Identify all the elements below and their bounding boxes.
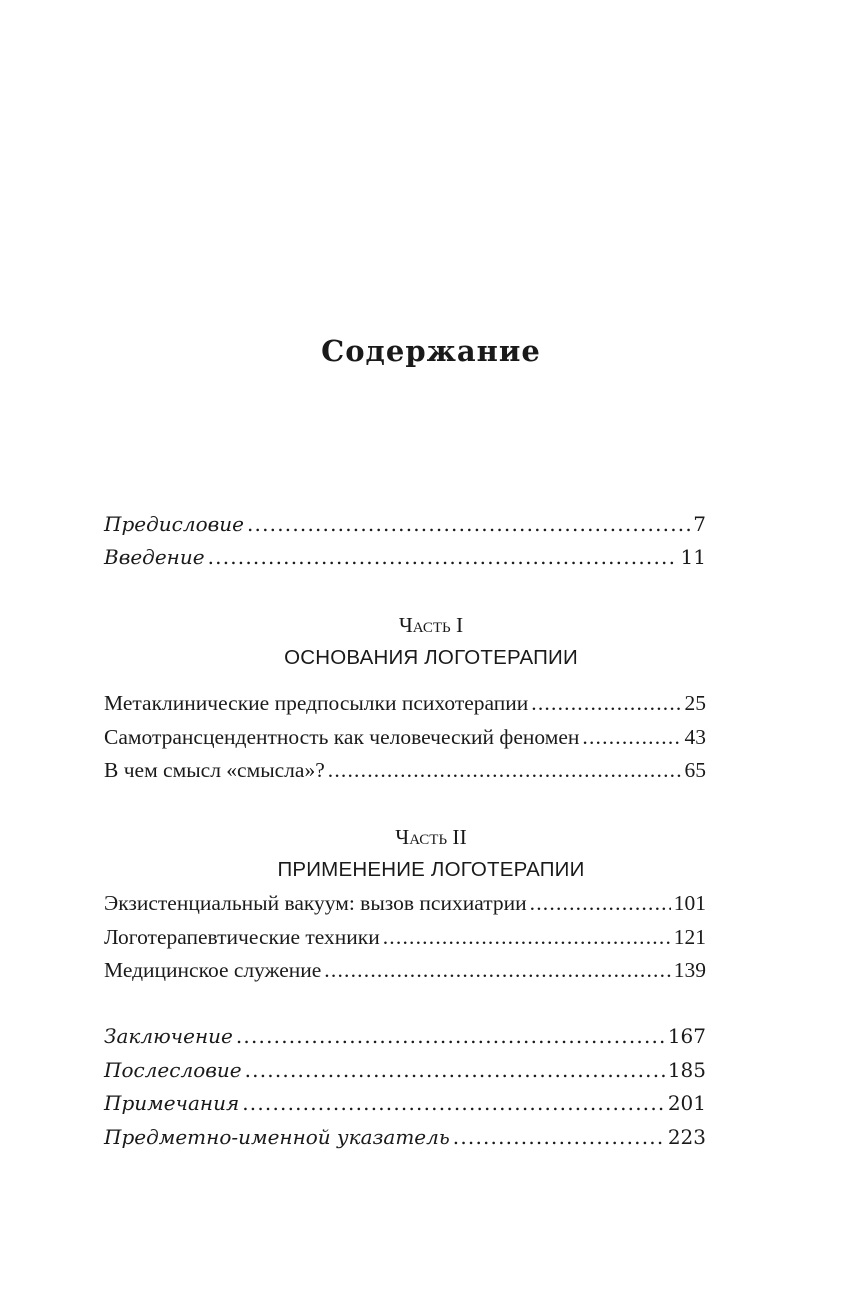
toc-entry-label: Предисловие [104, 512, 244, 536]
toc-entry-label: Предметно-именной указатель [104, 1125, 450, 1149]
dot-leader [236, 1022, 665, 1050]
dot-leader [324, 956, 670, 984]
toc-entry-index[interactable] [104, 1123, 706, 1151]
toc-entry-page: 43 [684, 725, 706, 749]
toc-entry-page: 11 [680, 545, 706, 569]
part-1-subtitle: ОСНОВАНИЯ ЛОГОТЕРАПИИ [284, 646, 578, 669]
part-2-heading: Часть II [395, 825, 467, 849]
toc-entry-preface[interactable] [104, 510, 706, 538]
toc-entry-page: 101 [673, 891, 706, 915]
toc-entry-label: В чем смысл «смысла»? [104, 758, 325, 782]
toc-entry-label: Самотрансцендентность как человеческий феномен [104, 725, 580, 749]
dot-leader [530, 889, 671, 917]
toc-entry-page: 201 [667, 1091, 706, 1115]
toc-entry-label: Логотерапевтические техники [104, 925, 380, 949]
toc-entry-afterword[interactable] [104, 1056, 706, 1084]
toc-entry-label: Послесловие [104, 1058, 242, 1082]
toc-entry-page: 25 [684, 691, 706, 715]
dot-leader [328, 756, 682, 784]
toc-entry-page: 7 [693, 512, 706, 536]
dot-leader [383, 923, 671, 951]
toc-entry-page: 65 [684, 758, 706, 782]
toc-entry[interactable] [104, 723, 706, 751]
dot-leader [245, 1056, 665, 1084]
page-title: Содержание [321, 334, 541, 368]
toc-entry[interactable] [104, 923, 706, 951]
toc-entry-page: 167 [667, 1024, 706, 1048]
toc-entry-label: Заключение [104, 1024, 233, 1048]
part-2-subtitle: ПРИМЕНЕНИЕ ЛОГОТЕРАПИИ [277, 858, 585, 881]
toc-entry[interactable] [104, 689, 706, 717]
dot-leader [242, 1089, 665, 1117]
toc-entry-page: 121 [673, 925, 706, 949]
toc-entry-label: Метаклинические предпосылки психотерапии [104, 691, 529, 715]
dot-leader [531, 689, 681, 717]
toc-entry[interactable] [104, 889, 706, 917]
toc-entry[interactable] [104, 756, 706, 784]
toc-entry-introduction[interactable] [104, 543, 706, 571]
toc-entry-label: Примечания [104, 1091, 240, 1115]
toc-entry-page: 223 [667, 1125, 706, 1149]
part-1-heading: Часть I [398, 613, 464, 637]
dot-leader [582, 723, 681, 751]
toc-entry-page: 139 [673, 958, 706, 982]
dot-leader [453, 1123, 665, 1151]
toc-entry[interactable] [104, 956, 706, 984]
toc-entry-conclusion[interactable] [104, 1022, 706, 1050]
toc-entry-label: Экзистенциальный вакуум: вызов психиатрии [104, 891, 527, 915]
toc-entry-label: Введение [104, 545, 205, 569]
toc-entry-label: Медицинское служение [104, 958, 322, 982]
dot-leader [247, 510, 690, 538]
toc-entry-notes[interactable] [104, 1089, 706, 1117]
toc-entry-page: 185 [667, 1058, 706, 1082]
dot-leader [208, 543, 678, 571]
